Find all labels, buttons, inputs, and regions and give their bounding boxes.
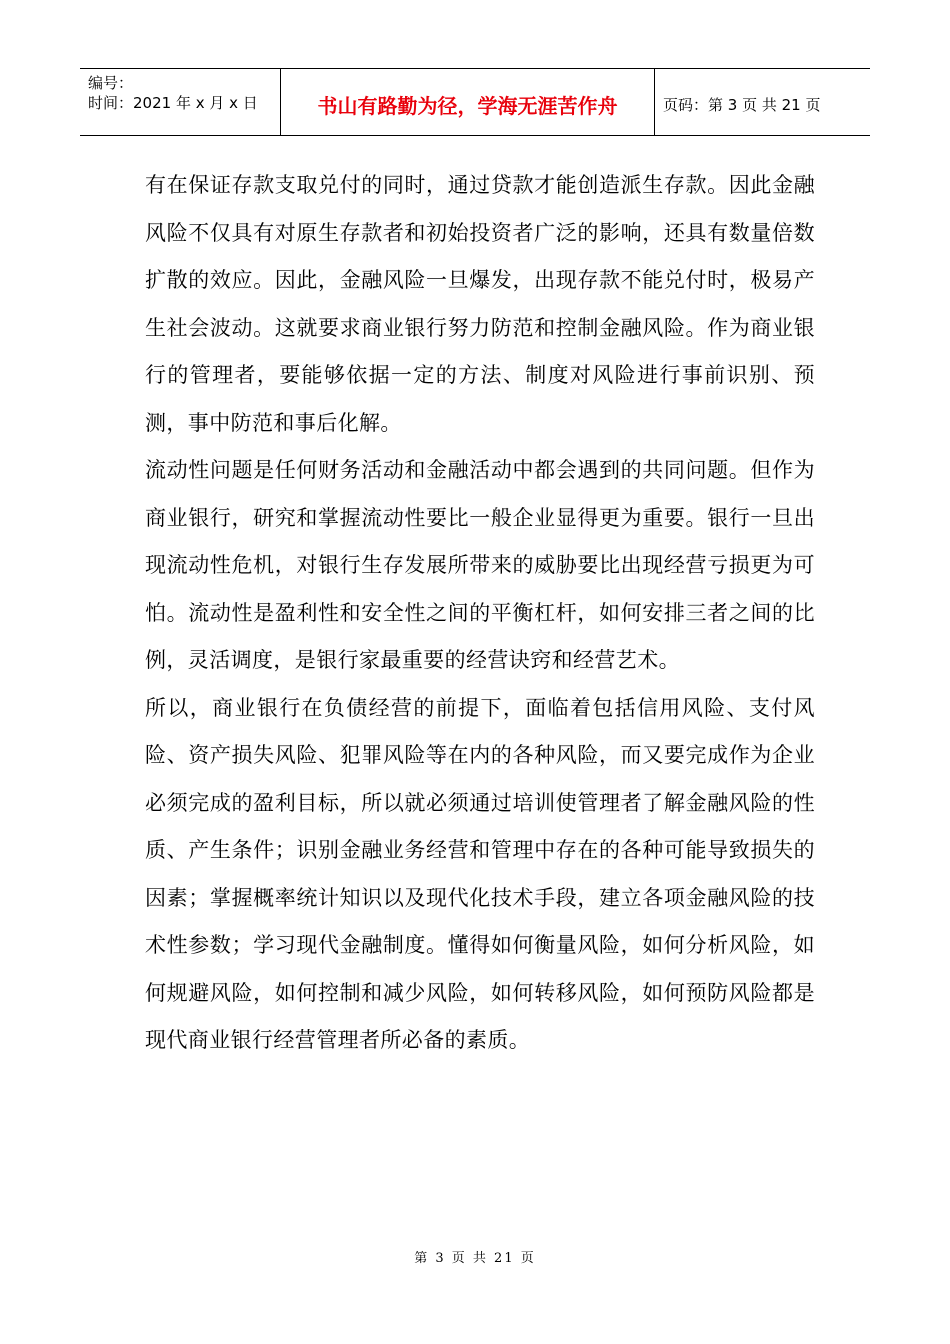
paragraph: 流动性问题是任何财务活动和金融活动中都会遇到的共同问题。但作为商业银行，研究和掌握流动性要比一般企业显得更为重要。银行一旦出现流动性危机，对银行生存发展所带来的威胁要比出现经营亏损更为可怕。流动性是盈利性和安全性之间的平衡杠杆，如何安排三者之间的比例，灵活调度，是银行家最重要的经营诀窍和经营艺术。 — [145, 458, 815, 672]
paragraph: 有在保证存款支取兑付的同时，通过贷款才能创造派生存款。因此金融风险不仅具有对原生存款者和初始投资者广泛的影响，还具有数量倍数扩散的效应。因此，金融风险一旦爆发，出现存款不能兑付时，极易产生社会波动。这就要求商业银行努力防范和控制金融风险。作为商业银行的管理者，要能够依据一定的方法、制度对风险进行事前识别、预测，事中防范和事后化解。 — [145, 173, 815, 435]
document-body — [145, 162, 815, 1065]
paragraph: 所以，商业银行在负债经营的前提下，面临着包括信用风险、支付风险、资产损失风险、犯罪风险等在内的各种风险，而又要完成作为企业必须完成的盈利目标，所以就必须通过培训使管理者了解金融风险的性质、产生条件；识别金融业务经营和管理中存在的各种可能导致损失的因素；掌握概率统计知识以及现代化技术手段，建立各项金融风险的技术性参数；学习现代金融制度。懂得如何衡量风险，如何分析风险，如何规避风险，如何控制和减少风险，如何转移风险，如何预防风险都是现代商业银行经营管理者所必备的素质。 — [145, 695, 815, 1052]
header-motto: 书山有路勤为径，学海无涯苦作舟 — [281, 69, 655, 135]
header-meta — [80, 69, 281, 135]
header-page-info: 页码：第 3 页 共 21 页 — [663, 95, 821, 114]
document-date-label: 时间：2021 年 x 月 x 日 — [88, 94, 258, 112]
document-number-label: 编号： — [88, 74, 134, 92]
page-header — [80, 68, 870, 136]
page-footer: 第 3 页 共 21 页 — [414, 1251, 536, 1266]
